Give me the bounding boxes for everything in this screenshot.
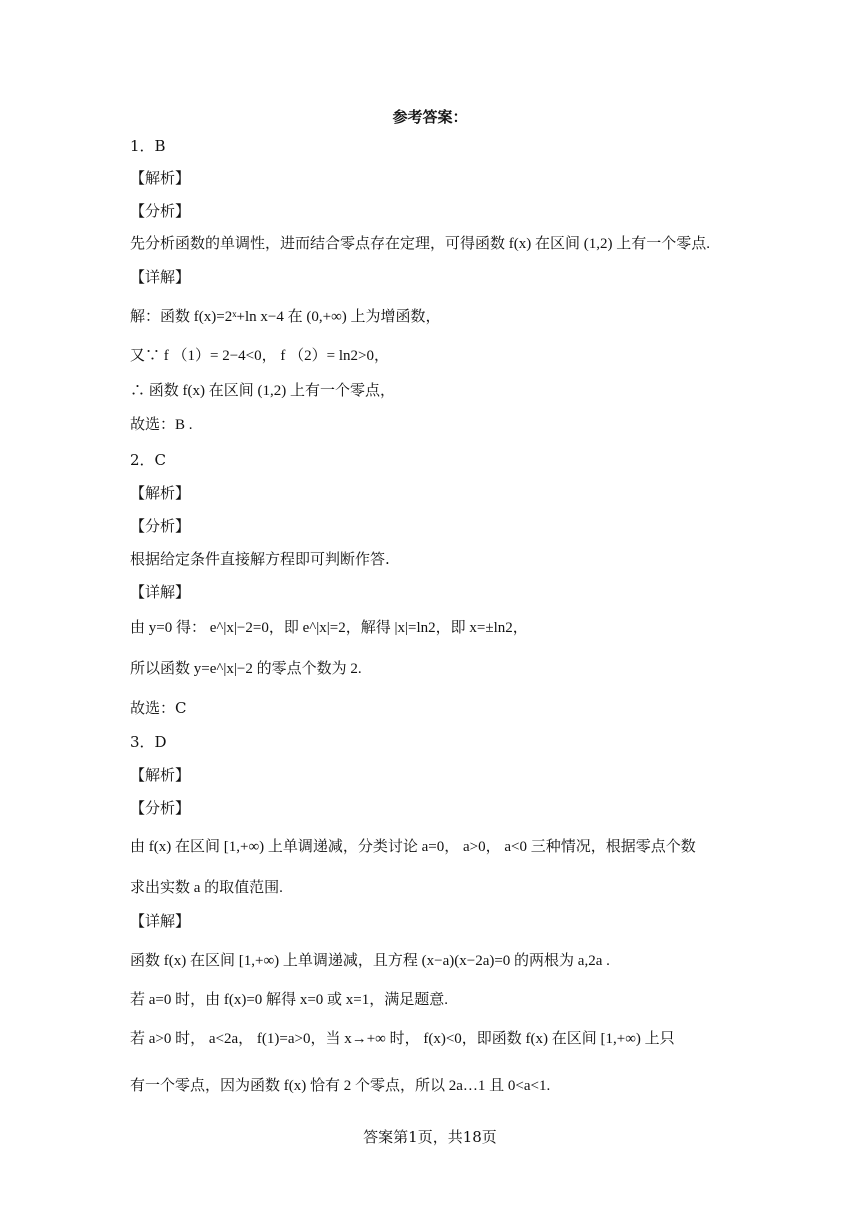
text-line: 根据给定条件直接解方程即可判断作答. xyxy=(130,550,390,568)
text-line: 解：函数 f(x)=2ˣ+ln x−4 在 (0,+∞) 上为增函数， xyxy=(130,309,441,325)
text-line: 函数 f(x) 在区间 [1,+∞) 上单调递减，且方程 (x−a)(x−2a)=0 的两根为 a,2a . xyxy=(130,953,610,969)
section-label: 【详解】 xyxy=(130,583,191,601)
section-label: 【解析】 xyxy=(130,766,191,784)
text-line: 所以函数 y=e^|x|−2 的零点个数为 2. xyxy=(130,661,362,677)
text-line: 若 a=0 时，由 f(x)=0 解得 x=0 或 x=1，满足题意. xyxy=(130,992,448,1008)
answer-number: 1．B xyxy=(130,137,166,155)
text-line: 有一个零点，因为函数 f(x) 恰有 2 个零点，所以 2a…1 且 0<a<1. xyxy=(130,1078,551,1094)
answer-number: 2．C xyxy=(130,451,167,469)
text-line: 故选：C xyxy=(130,699,187,717)
answer-number: 3．D xyxy=(130,733,167,751)
text-line: 先分析函数的单调性，进而结合零点存在定理，可得函数 f(x) 在区间 (1,2) 上有一个零点. xyxy=(130,236,710,252)
text-line: 若 a>0 时， a<2a， f(1)=a>0，当 x→+∞ 时， f(x)<0，即函数 f(x) 在区间 [1,+∞) 上只 xyxy=(130,1031,675,1047)
page-title: 参考答案： xyxy=(392,108,468,126)
section-label: 【解析】 xyxy=(130,169,191,187)
section-label: 【解析】 xyxy=(130,484,191,502)
text-line: 求出实数 a 的取值范围. xyxy=(130,880,283,896)
page-footer: 答案第1页，共18页 xyxy=(363,1128,497,1146)
text-line: 由 f(x) 在区间 [1,+∞) 上单调递减，分类讨论 a=0， a>0， a<0 三种情况，根据零点个数 xyxy=(130,839,696,855)
section-label: 【详解】 xyxy=(130,912,191,930)
section-label: 【分析】 xyxy=(130,202,191,220)
text-line: ∴ 函数 f(x) 在区间 (1,2) 上有一个零点， xyxy=(130,383,395,399)
section-label: 【分析】 xyxy=(130,799,191,817)
text-line: 由 y=0 得： e^|x|−2=0，即 e^|x|=2，解得 |x|=ln2，即 x=±ln2， xyxy=(130,620,528,636)
section-label: 【分析】 xyxy=(130,517,191,535)
text-line: 故选：B . xyxy=(130,417,193,433)
section-label: 【详解】 xyxy=(130,268,191,286)
text-line: 又∵ f （1）= 2−4<0， f （2）= ln2>0， xyxy=(130,348,389,364)
